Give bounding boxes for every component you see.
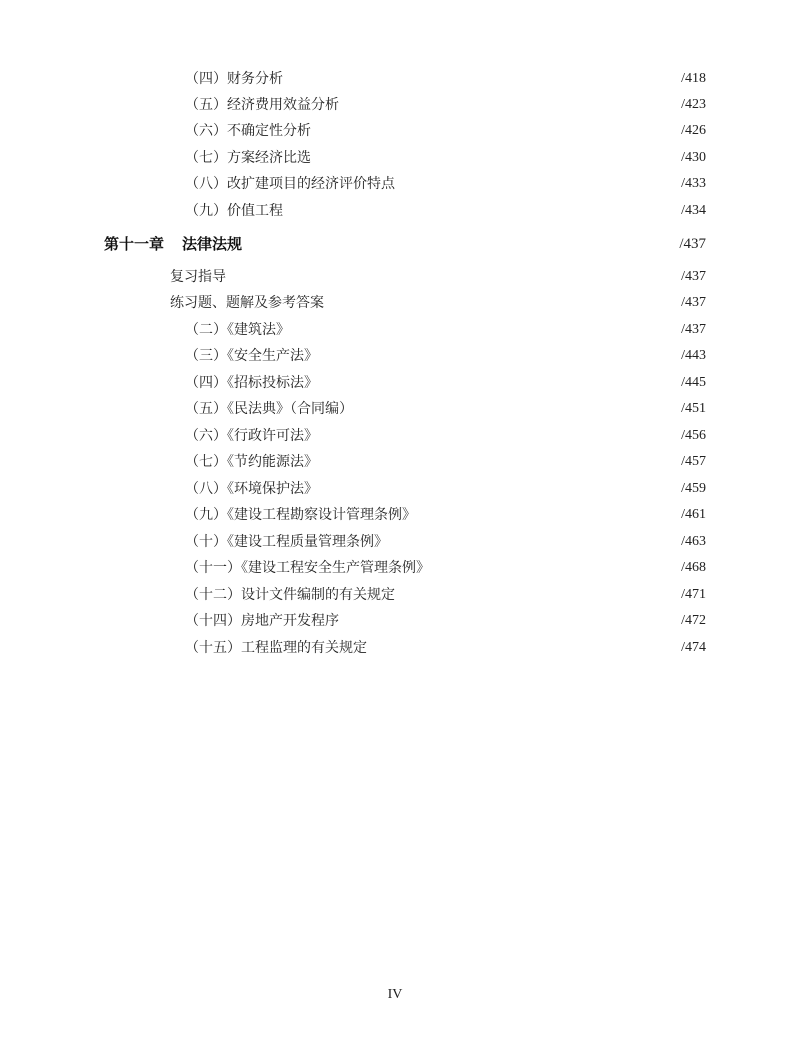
toc-entry[interactable] bbox=[0, 319, 790, 341]
toc-entry-title: （七）方案经济比选 bbox=[185, 150, 311, 166]
toc-entry[interactable] bbox=[0, 610, 790, 632]
toc-entry[interactable] bbox=[0, 637, 790, 659]
toc-entry-page: /434 bbox=[681, 203, 706, 218]
toc-entry[interactable] bbox=[0, 120, 790, 142]
toc-entry-page: /437 bbox=[681, 269, 706, 284]
toc-entry-title: （八）《环境保护法》 bbox=[185, 481, 318, 497]
toc-entry-page: /426 bbox=[681, 123, 706, 138]
toc-entry-page: /457 bbox=[681, 454, 706, 469]
toc-entry-title: 复习指导 bbox=[170, 269, 226, 285]
toc-entry-page: /468 bbox=[681, 560, 706, 575]
toc-entry-title: （六）不确定性分析 bbox=[185, 123, 311, 139]
toc-entry-title: （八）改扩建项目的经济评价特点 bbox=[185, 176, 395, 192]
toc-entry[interactable] bbox=[0, 68, 790, 90]
toc-entry[interactable] bbox=[0, 425, 790, 447]
toc-entry-page: /423 bbox=[681, 97, 706, 112]
toc-entry[interactable] bbox=[0, 398, 790, 420]
toc-entry[interactable] bbox=[0, 173, 790, 195]
toc-entry-page: /472 bbox=[681, 613, 706, 628]
toc-entry[interactable] bbox=[0, 478, 790, 500]
toc-entry-page: /474 bbox=[681, 640, 706, 655]
toc-entry[interactable] bbox=[0, 266, 790, 288]
toc-entry-page: /456 bbox=[681, 428, 706, 443]
toc-entry-title: （四）《招标投标法》 bbox=[185, 375, 318, 391]
toc-entry[interactable] bbox=[0, 345, 790, 367]
toc-entry[interactable] bbox=[0, 292, 790, 314]
toc-entry-page: /418 bbox=[681, 71, 706, 86]
chapter-heading[interactable] bbox=[0, 231, 790, 257]
toc-entry-title: （十四）房地产开发程序 bbox=[185, 613, 339, 629]
toc-entry[interactable] bbox=[0, 557, 790, 579]
toc-entry-page: /451 bbox=[681, 401, 706, 416]
toc-entry-title: （五）《民法典》（合同编） bbox=[185, 401, 353, 417]
toc-entry-page: /471 bbox=[681, 587, 706, 602]
toc-entry[interactable] bbox=[0, 531, 790, 553]
toc-entry[interactable] bbox=[0, 372, 790, 394]
toc-entry-page: /459 bbox=[681, 481, 706, 496]
toc-entry-title: （二）《建筑法》 bbox=[185, 322, 290, 338]
toc-entry-title: （五）经济费用效益分析 bbox=[185, 97, 339, 113]
toc-entry-title: （四）财务分析 bbox=[185, 71, 283, 87]
toc-entry-title: 练习题、题解及参考答案 bbox=[170, 295, 324, 311]
page-number: IV bbox=[387, 987, 403, 1002]
toc-entry[interactable] bbox=[0, 451, 790, 473]
toc-entry-page: /445 bbox=[681, 375, 706, 390]
toc-entry-title: （十二）设计文件编制的有关规定 bbox=[185, 587, 395, 603]
toc-entry-page: /463 bbox=[681, 534, 706, 549]
toc-entry-title: （三）《安全生产法》 bbox=[185, 348, 318, 364]
chapter-number: 第十一章 bbox=[104, 235, 165, 253]
toc-entry-title: （九）《建设工程勘察设计管理条例》 bbox=[185, 507, 416, 523]
toc-entry-page: /443 bbox=[681, 348, 706, 363]
toc-entry[interactable] bbox=[0, 200, 790, 222]
toc-entry-page: /461 bbox=[681, 507, 706, 522]
toc-entry-title: （十五）工程监理的有关规定 bbox=[185, 640, 367, 656]
toc-entry-page: /433 bbox=[681, 176, 706, 191]
toc-entry-page: /437 bbox=[681, 322, 706, 337]
toc-entry-title: （六）《行政许可法》 bbox=[185, 428, 318, 444]
toc-entry[interactable] bbox=[0, 504, 790, 526]
toc-entry-page: /430 bbox=[681, 150, 706, 165]
toc-entry-title: （九）价值工程 bbox=[185, 203, 283, 219]
toc-entry[interactable] bbox=[0, 584, 790, 606]
toc-entry-title: （七）《节约能源法》 bbox=[185, 454, 318, 470]
toc-entry[interactable] bbox=[0, 147, 790, 169]
chapter-title: 法律法规 bbox=[182, 235, 243, 253]
toc-entry-title: （十）《建设工程质量管理条例》 bbox=[185, 534, 388, 550]
toc-entry[interactable] bbox=[0, 94, 790, 116]
toc-entry-title: （十一）《建设工程安全生产管理条例》 bbox=[185, 560, 430, 576]
chapter-page: /437 bbox=[679, 236, 706, 252]
toc-entry-page: /437 bbox=[681, 295, 706, 310]
